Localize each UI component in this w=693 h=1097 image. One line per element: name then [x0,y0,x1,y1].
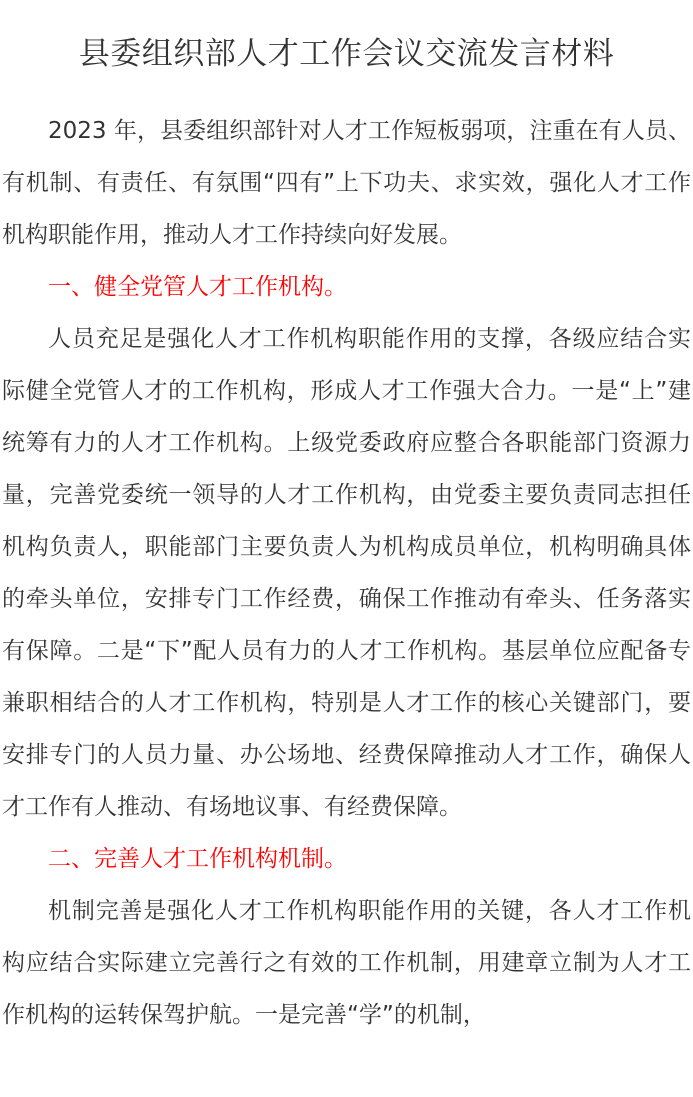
section-2-heading: 二、完善人才工作机构机制。 [48,846,347,872]
document-body [0,105,693,1041]
section-1-heading: 一、健全党管人才工作机构。 [48,274,347,300]
intro-paragraph: 2023 年，县委组织部针对人才工作短板弱项，注重在有人员、有机制、有责任、有氛围“四有”上下功夫、求实效，强化人才工作机构职能作用，推动人才工作持续向好发展。 [2,118,691,248]
section-1-paragraph: 人员充足是强化人才工作机构职能作用的支撑，各级应结合实际健全党管人才的工作机构，形成人才工作强大合力。一是“上”建统筹有力的人才工作机构。上级党委政府应整合各职能部门资源力量，完善党委统一领导的人才工作机构，由党委主要负责同志担任机构负责人，职能部门主要负责人为机构成员单位，机构明确具体的牵头单位，安排专门工作经费，确保工作推动有牵头、任务落实有保障。二是“下”配人员有力的人才工作机构。基层单位应配备专兼职相结合的人才工作机构，特别是人才工作的核心关键部门，要安排专门的人员力量、办公场地、经费保障推动人才工作，确保人才工作有人推动、有场地议事、有经费保障。 [2,326,691,820]
document-title: 县委组织部人才工作会议交流发言材料 [78,36,615,72]
section-2-paragraph: 机制完善是强化人才工作机构职能作用的关键，各人才工作机构应结合实际建立完善行之有效的工作机制，用建章立制为人才工作机构的运转保驾护航。一是完善“学”的机制， [2,898,691,1028]
